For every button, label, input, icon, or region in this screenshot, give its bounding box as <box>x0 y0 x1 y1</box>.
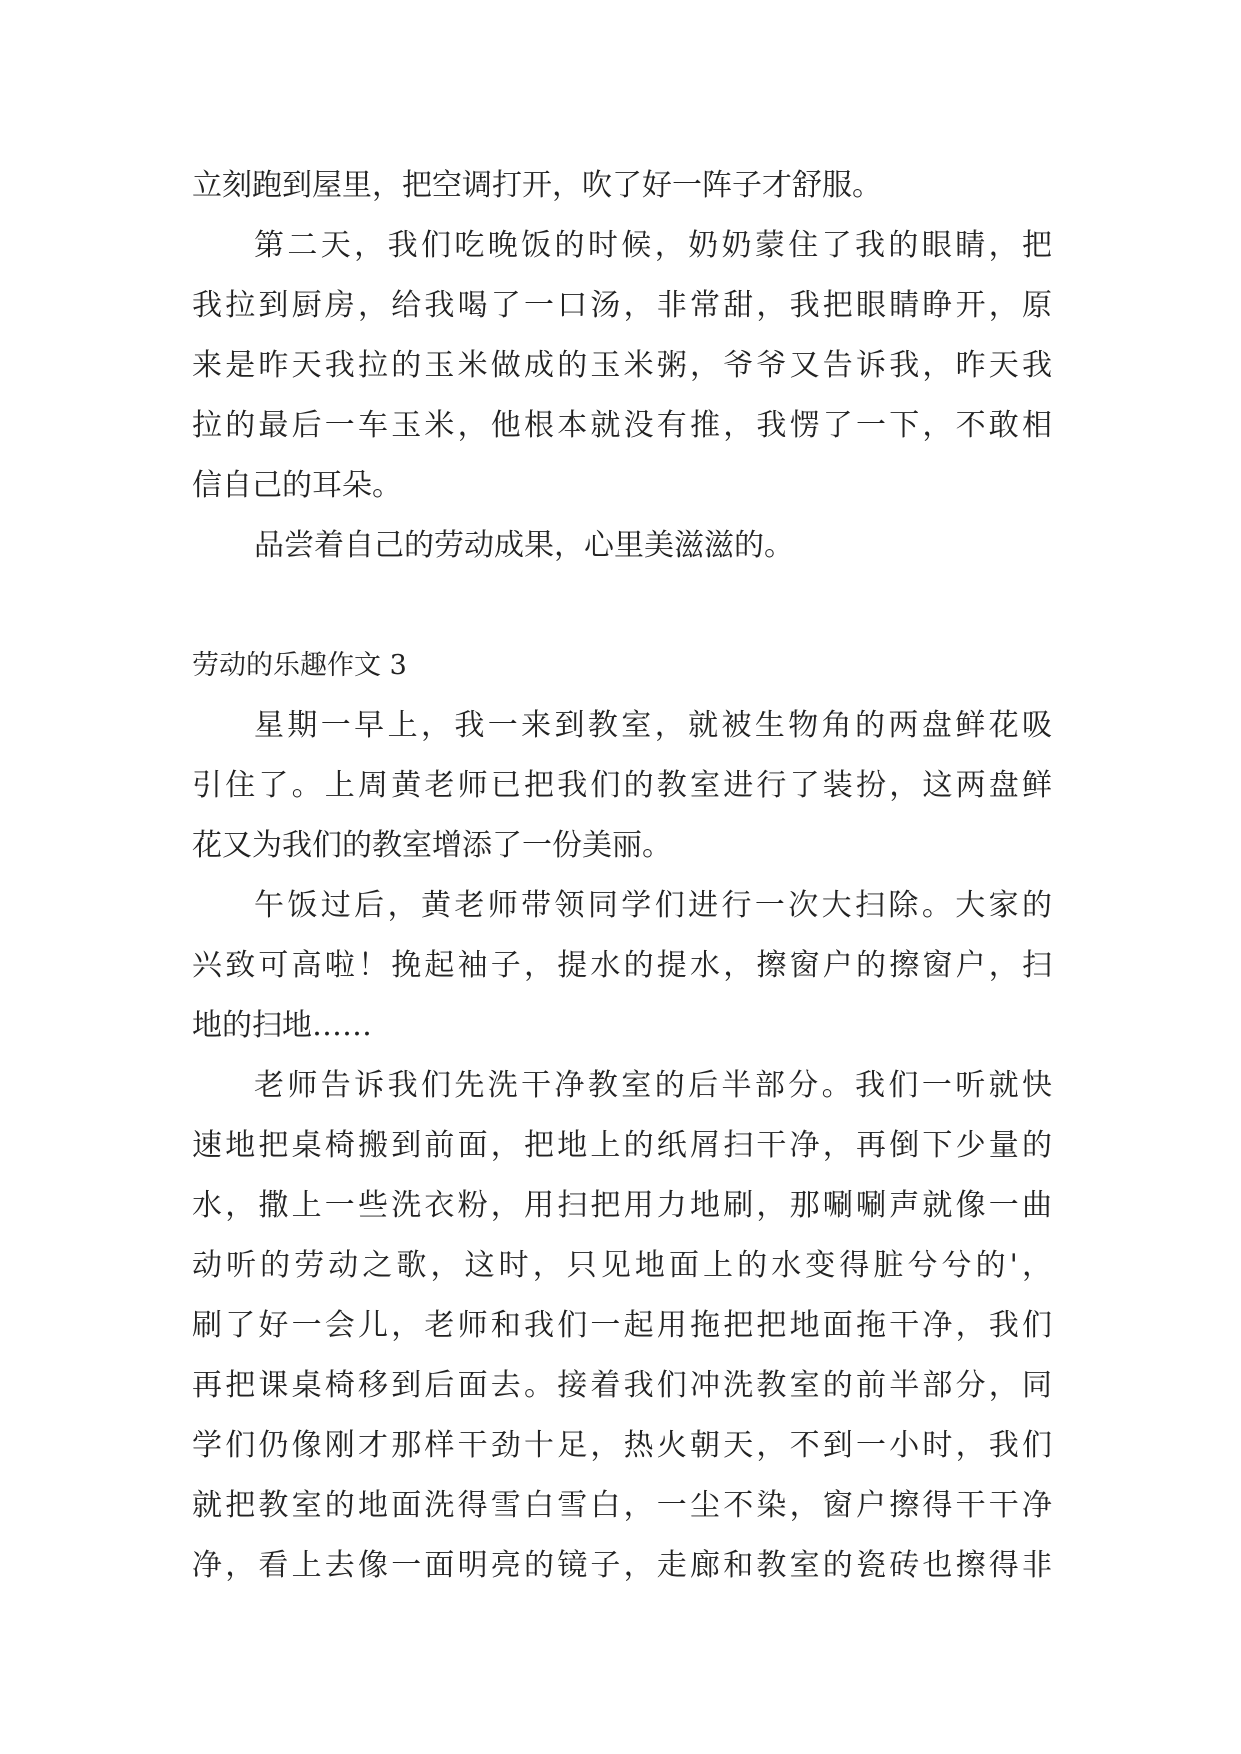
paragraph-line: 来是昨天我拉的玉米做成的玉米粥，爷爷又告诉我，昨天我 <box>192 348 1052 383</box>
paragraph-line: 第二天，我们吃晚饭的时候，奶奶蒙住了我的眼睛，把 <box>254 228 1052 263</box>
paragraph-line: 再把课桌椅移到后面去。接着我们冲洗教室的前半部分，同 <box>192 1368 1052 1403</box>
paragraph-line: 速地把桌椅搬到前面，把地上的纸屑扫干净，再倒下少量的 <box>192 1128 1052 1163</box>
paragraph-line: 午饭过后，黄老师带领同学们进行一次大扫除。大家的 <box>254 888 1052 923</box>
paragraph-line: 我拉到厨房，给我喝了一口汤，非常甜，我把眼睛睁开，原 <box>192 288 1052 323</box>
paragraph-line: 拉的最后一车玉米，他根本就没有推，我愣了一下，不敢相 <box>192 408 1052 443</box>
paragraph-line: 星期一早上，我一来到教室，就被生物角的两盘鲜花吸 <box>254 708 1052 743</box>
paragraph-line: 兴致可高啦！挽起袖子，提水的提水，擦窗户的擦窗户，扫 <box>192 948 1052 983</box>
paragraph-line: 花又为我们的教室增添了一份美丽。 <box>192 828 672 863</box>
paragraph-line: 动听的劳动之歌，这时，只见地面上的水变得脏兮兮的'， <box>192 1248 1052 1283</box>
section-heading: 劳动的乐趣作文 3 <box>192 650 407 681</box>
paragraph-line: 地的扫地…… <box>192 1008 372 1043</box>
paragraph-line: 刷了好一会儿，老师和我们一起用拖把把地面拖干净，我们 <box>192 1308 1052 1343</box>
paragraph-line: 品尝着自己的劳动成果，心里美滋滋的。 <box>254 528 794 563</box>
paragraph-line: 信自己的耳朵。 <box>192 468 402 503</box>
paragraph-line: 立刻跑到屋里，把空调打开，吹了好一阵子才舒服。 <box>192 168 882 203</box>
paragraph-line: 就把教室的地面洗得雪白雪白，一尘不染，窗户擦得干干净 <box>192 1488 1052 1523</box>
paragraph-line: 净，看上去像一面明亮的镜子，走廊和教室的瓷砖也擦得非 <box>192 1548 1052 1583</box>
paragraph-line: 水，撒上一些洗衣粉，用扫把用力地刷，那唰唰声就像一曲 <box>192 1188 1052 1223</box>
paragraph-line: 学们仍像刚才那样干劲十足，热火朝天，不到一小时，我们 <box>192 1428 1052 1463</box>
paragraph-line: 老师告诉我们先洗干净教室的后半部分。我们一听就快 <box>254 1068 1052 1103</box>
paragraph-line: 引住了。上周黄老师已把我们的教室进行了装扮，这两盘鲜 <box>192 768 1052 803</box>
